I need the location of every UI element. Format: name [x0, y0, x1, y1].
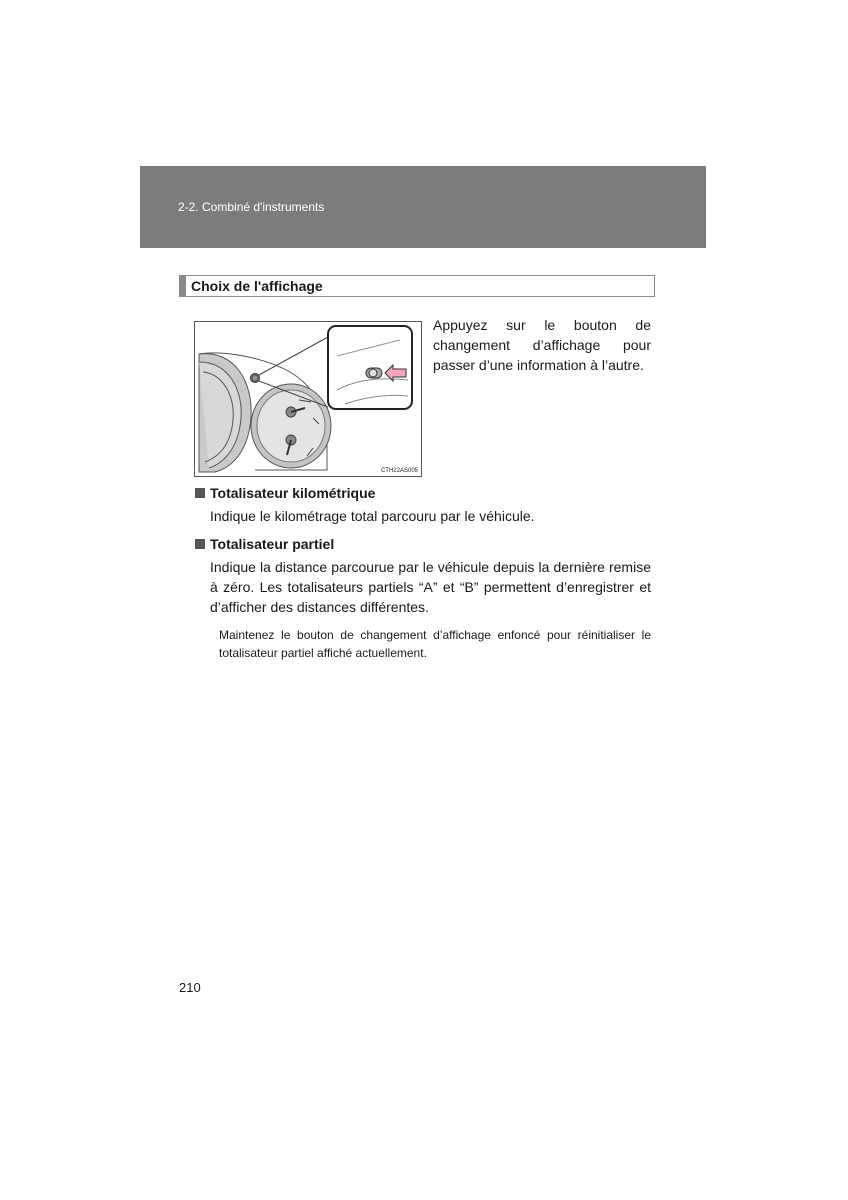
- item-heading-odometer: [195, 485, 375, 501]
- speedometer-gauge: [199, 354, 251, 472]
- chapter-title: 2-2. Combiné d'instruments: [178, 200, 325, 214]
- section-title-box: [179, 275, 655, 297]
- bullet-square-icon: [195, 488, 205, 498]
- fuel-temperature-gauges: [251, 384, 331, 468]
- section-title-bar: [180, 276, 186, 296]
- item-heading-trip-meter: [195, 536, 334, 552]
- page-number: 210: [179, 980, 201, 995]
- cluster-drawing: [195, 322, 421, 476]
- figure-code: CTH22AS005: [380, 468, 418, 474]
- chapter-header-band: [140, 166, 706, 248]
- item-body-odometer: Indique le kilométrage total parcouru par le véhicule.: [210, 508, 535, 524]
- zoom-inset: [328, 326, 412, 409]
- display-change-button-icon: [251, 374, 260, 383]
- section-title: Choix de l'affichage: [191, 278, 323, 294]
- item-heading-text: Totalisateur partiel: [210, 536, 335, 552]
- item-body-trip-meter: Indique la distance parcourue par le véhicule depuis la dernière remise à zéro. Les totalisateurs partiels “A” et “B” permettent d’enregistrer et d’afficher des distances différentes.: [210, 559, 651, 615]
- item-heading-text: Totalisateur kilométrique: [210, 485, 376, 501]
- reset-note: Maintenez le bouton de changement d’affichage enfoncé pour réinitialiser le totalisateur partiel affiché actuellement.: [219, 628, 651, 660]
- instrument-cluster-illustration: [194, 321, 422, 477]
- intro-paragraph: Appuyez sur le bouton de changement d’affichage pour passer d’une information à l’autre.: [433, 317, 651, 373]
- bullet-square-icon: [195, 539, 205, 549]
